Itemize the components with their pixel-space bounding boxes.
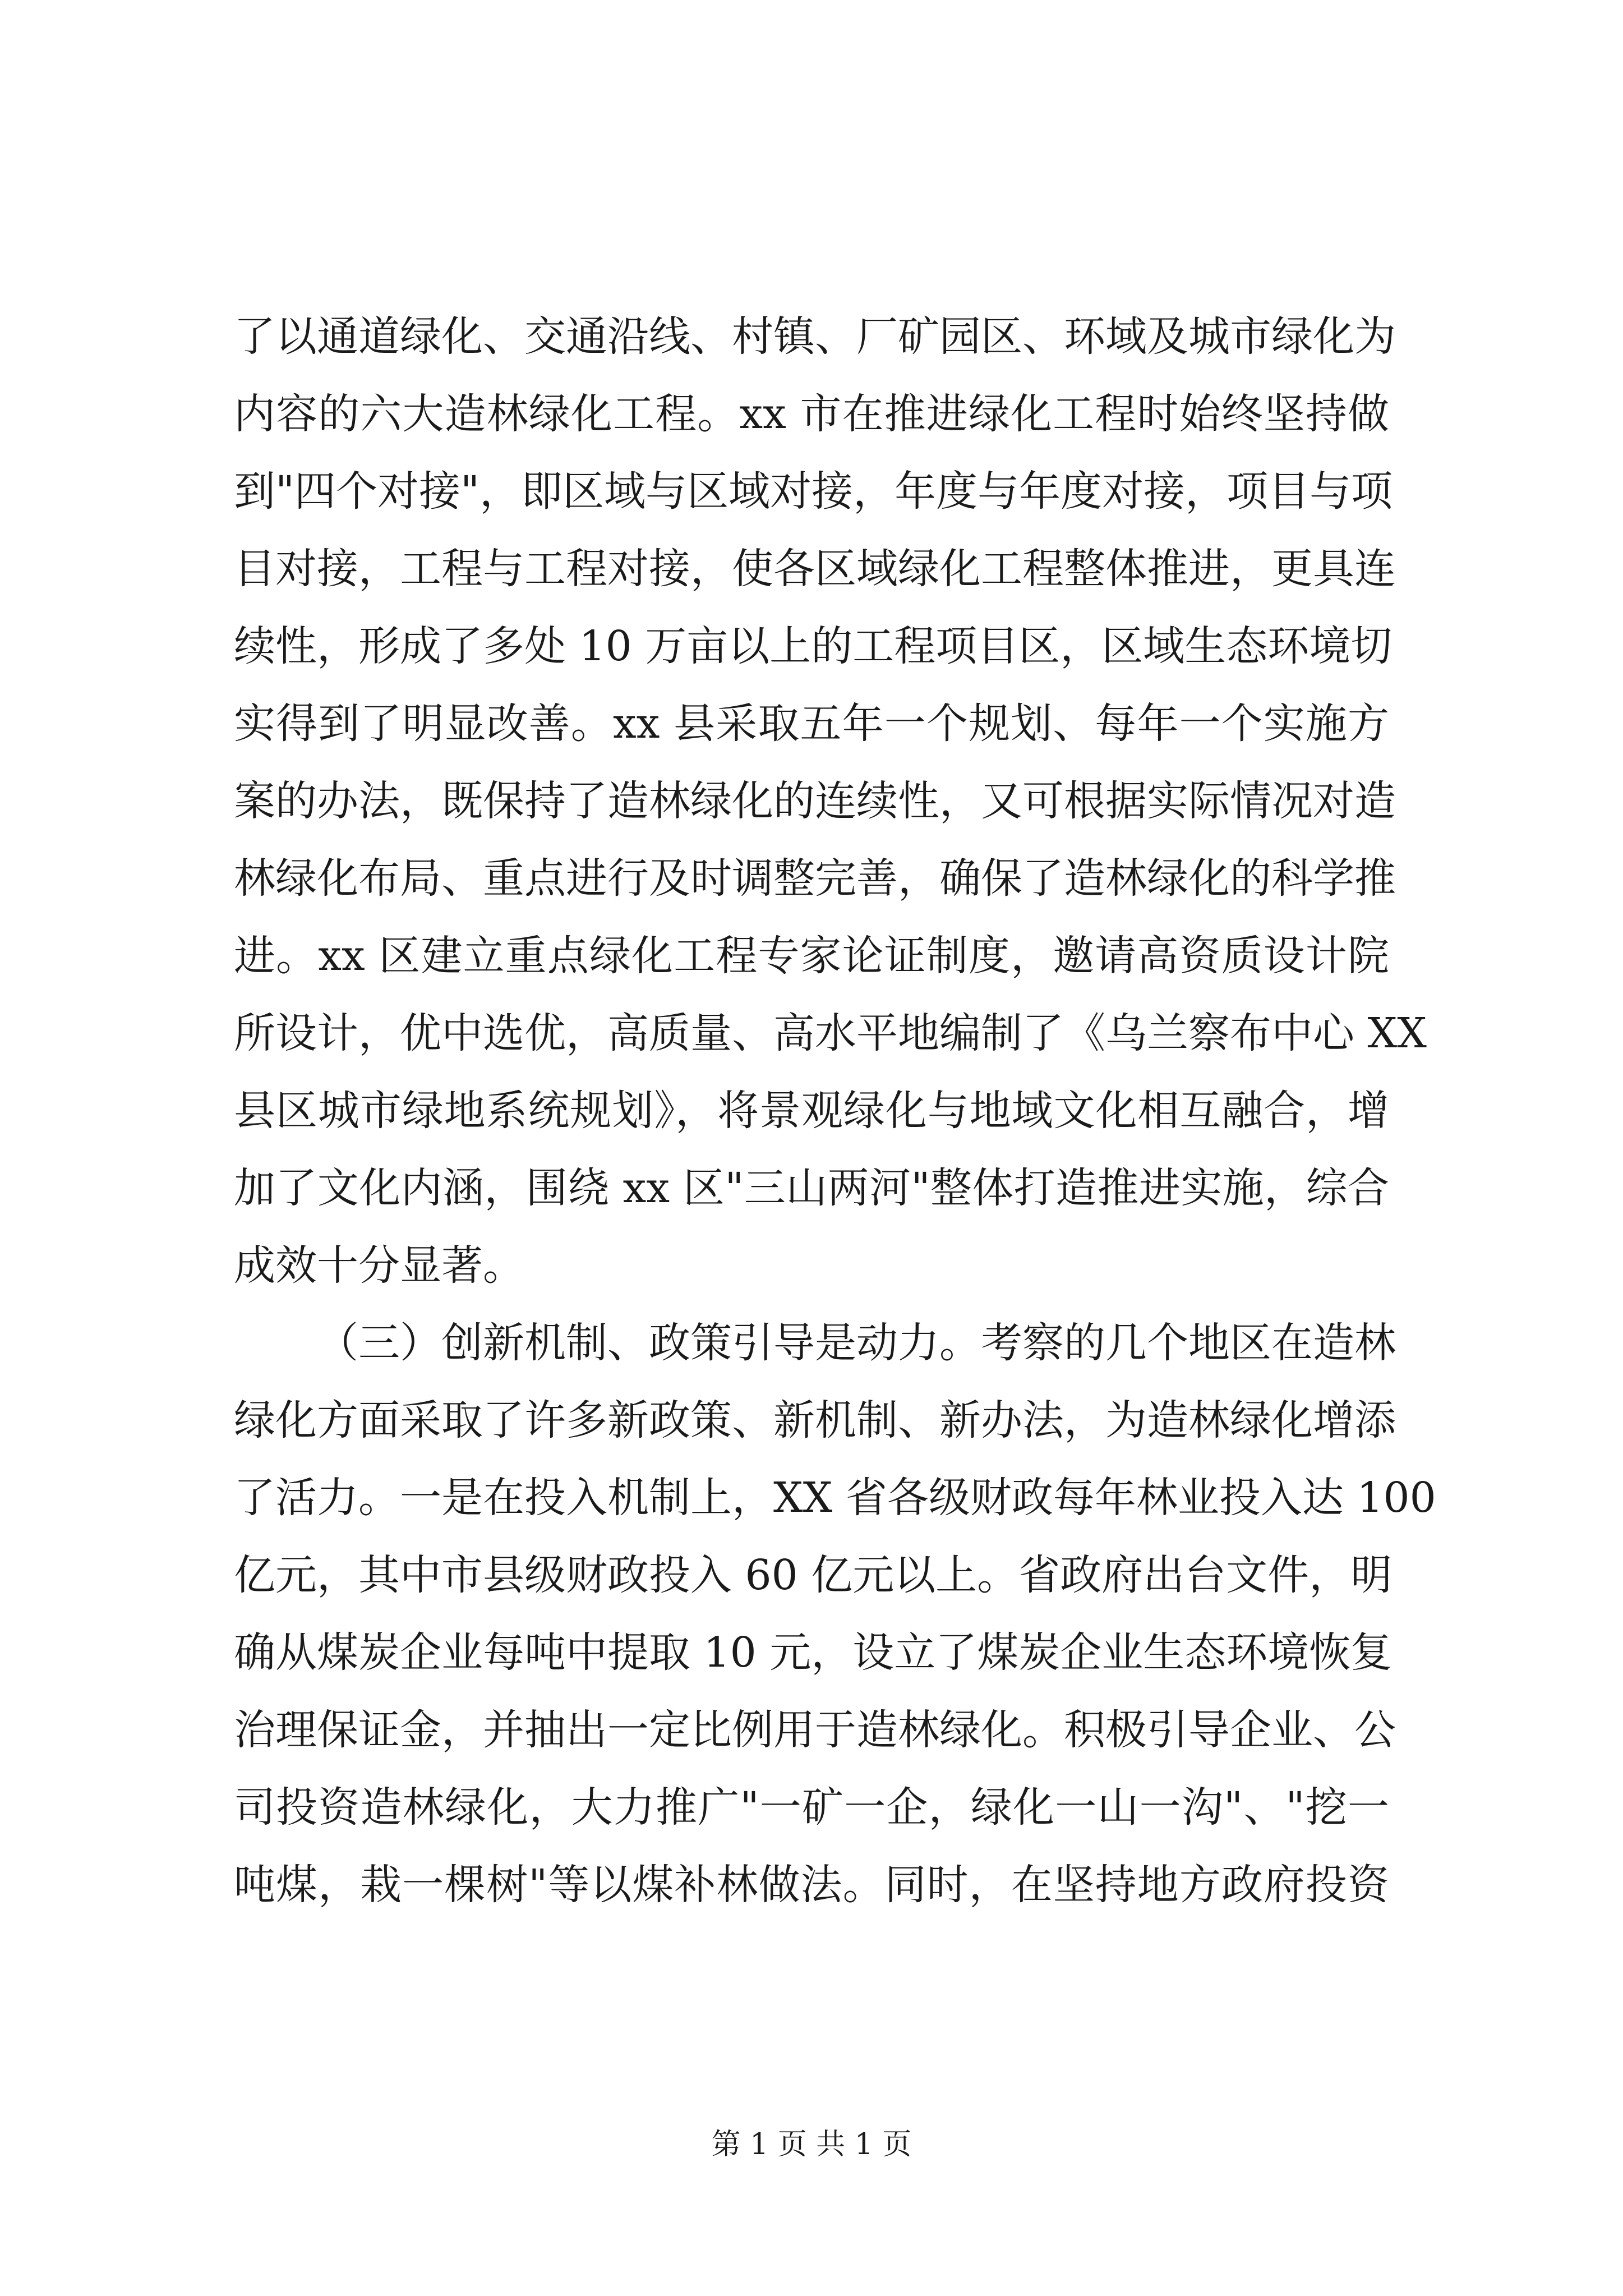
- text-line: 所设计，优中选优，高质量、高水平地编制了《乌兰察布中心 XX: [234, 1009, 1427, 1057]
- text-line: 吨煤，栽一棵树"等以煤补林做法。同时，在坚持地方政府投资: [234, 1861, 1389, 1909]
- text-line: 续性，形成了多处 10 万亩以上的工程项目区，区域生态环境切: [234, 622, 1393, 670]
- text-line: （三）创新机制、政策引导是动力。考察的几个地区在造林: [317, 1319, 1396, 1367]
- text-line: 治理保证金，并抽出一定比例用于造林绿化。积极引导企业、公: [234, 1706, 1396, 1754]
- text-line: 进。xx 区建立重点绿化工程专家论证制度，邀请高资质设计院: [234, 932, 1389, 980]
- text-line: 内容的六大造林绿化工程。xx 市在推进绿化工程时始终坚持做: [234, 390, 1389, 438]
- text-line: 到"四个对接"，即区域与区域对接，年度与年度对接，项目与项: [234, 467, 1393, 516]
- text-line: 县区城市绿地系统规划》，将景观绿化与地域文化相互融合，增: [234, 1087, 1389, 1135]
- text-line: 了以通道绿化、交通沿线、村镇、厂矿园区、环域及城市绿化为: [234, 312, 1396, 361]
- text-line: 绿化方面采取了许多新政策、新机制、新办法，为造林绿化增添: [234, 1396, 1396, 1444]
- text-line: 亿元，其中市县级财政投入 60 亿元以上。省政府出台文件，明: [234, 1551, 1393, 1599]
- text-line: 了活力。一是在投入机制上，XX 省各级财政每年林业投入达 100: [234, 1474, 1436, 1522]
- text-line: 司投资造林绿化，大力推广"一矿一企，绿化一山一沟"、"挖一: [234, 1783, 1389, 1832]
- page-footer: 第 1 页 共 1 页: [711, 2128, 912, 2161]
- text-line: 林绿化布局、重点进行及时调整完善，确保了造林绿化的科学推: [234, 854, 1396, 903]
- text-line: 确从煤炭企业每吨中提取 10 元，设立了煤炭企业生态环境恢复: [234, 1628, 1393, 1677]
- text-line: 案的办法，既保持了造林绿化的连续性，又可根据实际情况对造: [234, 777, 1396, 825]
- text-line: 成效十分显著。: [234, 1241, 524, 1290]
- text-line: 实得到了明显改善。xx 县采取五年一个规划、每年一个实施方: [234, 700, 1389, 748]
- text-line: 目对接，工程与工程对接，使各区域绿化工程整体推进，更具连: [234, 545, 1396, 593]
- text-line: 加了文化内涵，围绕 xx 区"三山两河"整体打造推进实施，综合: [234, 1164, 1389, 1212]
